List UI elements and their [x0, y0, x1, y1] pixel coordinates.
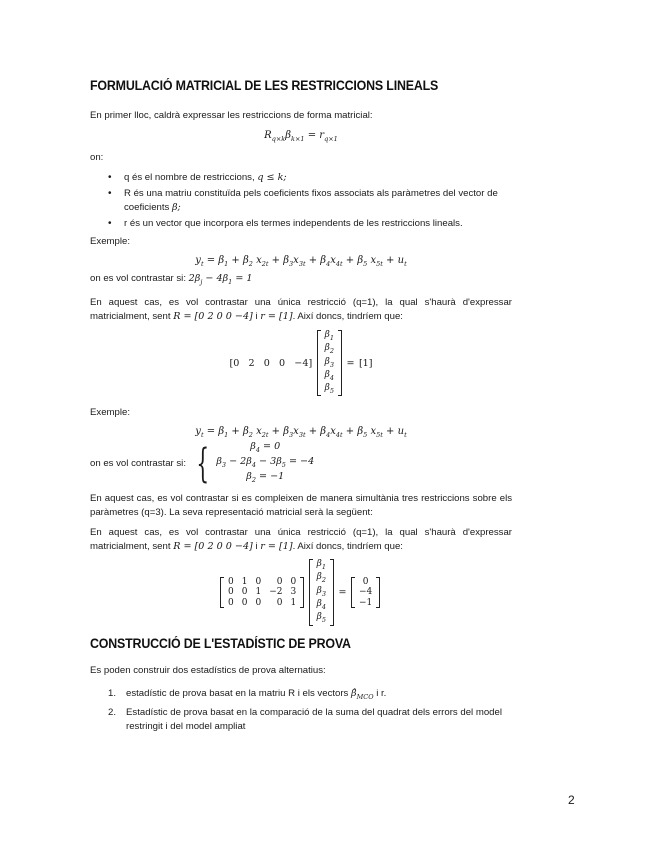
section-title-construccio: CONSTRUCCIÓ DE L'ESTADÍSTIC DE PROVA: [90, 635, 351, 651]
rhs-vector: 0 −4 −1: [351, 577, 380, 609]
restriction-system: $\beta_4 = 0$ $\beta_3 - 2\beta_4 - 3\beta_5 = -4$ $\beta_2 = -1$: [216, 441, 315, 485]
statistic-item: 2. Estadístic de prova basat en la comparació de la suma del quadrat dels errors del model restringit i del model ampliat: [108, 706, 502, 732]
explanation-paragraph: En aquest cas, es vol contrastar una única restricció (q=1), la qual s'haurà d'expressar matricialment, sent R = [0 2 0 0 −4] i r = [1]. Així doncs, tindríem que:: [90, 527, 512, 553]
definitions-list: [90, 171, 512, 231]
intro-paragraph: En primer lloc, caldrà expressar les restriccions de forma matricial:: [90, 110, 373, 121]
regression-equation: $y_t = \beta_1 + \beta_2$ $x_{2t} + \beta_3x_{3t} + \beta_4x_{4t} + \beta_5$ $x_{5t} + u_t$: [195, 426, 407, 440]
page-content: [90, 78, 512, 736]
contrast-system: on es vol contrastar si: { $\beta_4 = 0$ $\beta_3 - 2\beta_4 - 3\beta_5 = -4$ $\beta_2 = -1$: [90, 440, 315, 487]
beta-vector: $\beta_1$ $\beta_2$ $\beta_3$ $\beta_4$ $\beta_5$: [309, 559, 334, 625]
example-label: Exemple:: [90, 407, 130, 419]
regression-equation: $y_t = \beta_1 + \beta_2$ $x_{2t} + \beta_3x_{3t} + \beta_4x_{4t} + \beta_5$ $x_{5t} + u_t$: [195, 255, 407, 268]
restriction-matrix: 0 1 0 0 0 0 0 1 −2 3 0 0 0 0 1: [220, 577, 304, 609]
row-vector-R: [0 2 0 0 −4]: [229, 357, 313, 369]
contrast-line: on es vol contrastar si: $2\beta_j - 4\beta_1 = 1$: [90, 273, 253, 286]
matrix-expression-2: 0 1 0 0 0 0 0 1 −2 3 0 0 0 0 1 $\beta_1$ $\beta_2$ $\beta_3$ $\beta_4$ $\beta_5$ = 0 −4 −1: [90, 559, 512, 625]
explanation-paragraph: En aquest cas, es vol contrastar una única restricció (q=1), la qual s'haurà d'expressar matricialment, sent R = [0 2 0 0 −4] i r = [1]. Així doncs, tindríem que:: [90, 296, 512, 322]
statistics-list: [90, 687, 512, 734]
statistic-item: 1. estadístic de prova basat en la matriu R i els vectors $\betâ_{MCO}$ i r.: [108, 687, 387, 701]
intro-paragraph: Es poden construir dos estadístics de prova alternatius:: [90, 664, 326, 676]
page-number: 2: [568, 793, 575, 807]
matrix-equation: $R_{q\times k}\beta_{k\times 1} = r_{q\times 1}$: [264, 130, 338, 143]
on-label: on:: [90, 152, 104, 163]
explanation-paragraph: En aquest cas, es vol contrastar si es compleixen de manera simultània tres restriccions sobre els paràmetres (q=3). La seva representació matricial serà la següent:: [90, 493, 512, 519]
beta-vector: $\beta_1$ $\beta_2$ $\beta_3$ $\beta_4$ $\beta_5$: [317, 330, 342, 396]
definition-item: • r és un vector que incorpora els termes independents de les restriccions lineals.: [90, 217, 512, 231]
definition-item: • q és el nombre de restriccions, q ≤ k;: [90, 171, 512, 185]
definition-item: • R és una matriu constituïda pels coeficients fixos associats als paràmetres del vector de coeficients β;: [90, 187, 512, 215]
rhs-vector: [1]: [358, 357, 373, 369]
section-title-formulacio: FORMULACIÓ MATRICIAL DE LES RESTRICCIONS LINEALS: [90, 78, 439, 93]
example-label: Exemple:: [90, 236, 130, 247]
matrix-expression-1: [0 2 0 0 −4] $\beta_1$ $\beta_2$ $\beta_3$ $\beta_4$ $\beta_5$ = [1]: [229, 329, 373, 395]
brace-symbol: {: [196, 440, 210, 487]
